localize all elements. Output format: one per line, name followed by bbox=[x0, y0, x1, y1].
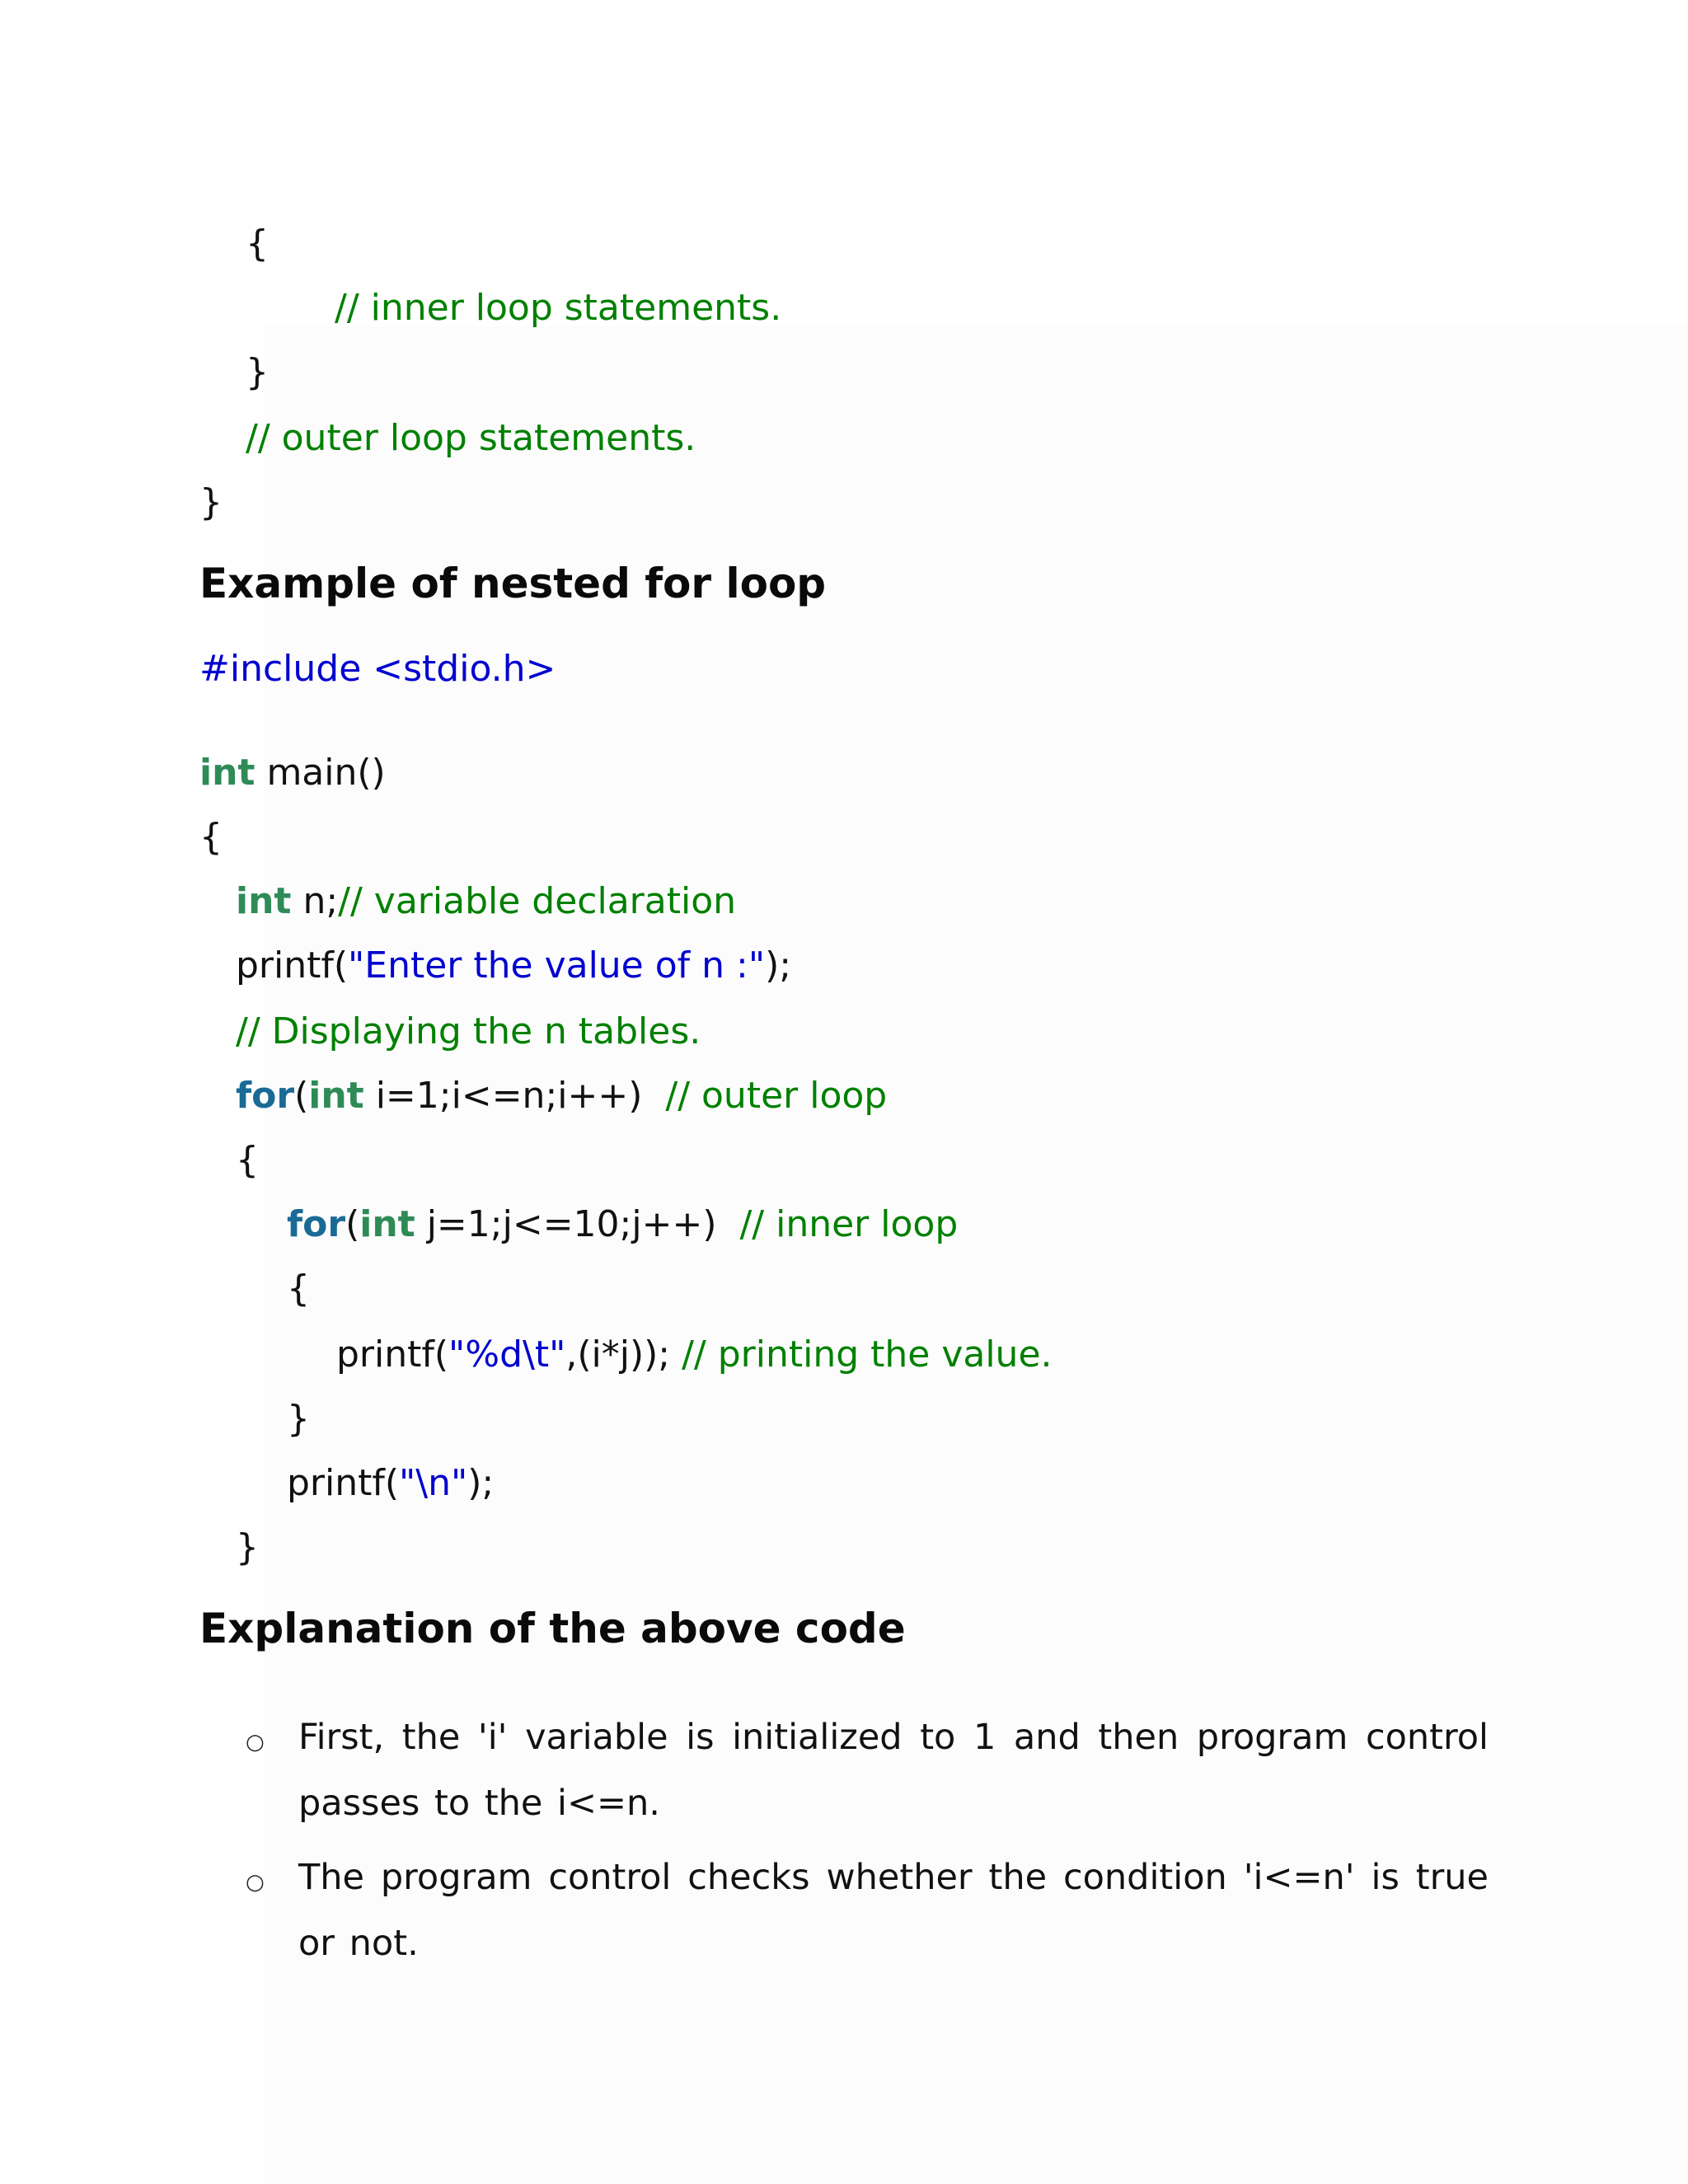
bullet-marker: ○ bbox=[246, 1870, 265, 1895]
paren-open: ( bbox=[294, 1075, 309, 1117]
inner-loop-comment: // inner loop bbox=[739, 1203, 959, 1245]
inner-brace-close: } bbox=[287, 1398, 310, 1440]
code-line bbox=[246, 219, 269, 269]
paren-open: ( bbox=[345, 1203, 360, 1245]
printf-call: printf( bbox=[287, 1462, 400, 1504]
declaration-comment: // variable declaration bbox=[338, 880, 736, 922]
newline-string: "\n" bbox=[399, 1462, 468, 1504]
keyword-int: int bbox=[308, 1075, 364, 1117]
keyword-for: for bbox=[287, 1203, 346, 1245]
code-comment bbox=[335, 284, 781, 333]
printf-close: ); bbox=[765, 944, 792, 987]
explanation-heading: Explanation of the above code bbox=[199, 1605, 906, 1652]
printf-call: printf( bbox=[236, 944, 349, 987]
printf-close: ); bbox=[467, 1462, 495, 1504]
outer-loop-header: i=1;i<=n;i++) bbox=[363, 1075, 666, 1117]
outer-loop-comment: // outer loop bbox=[665, 1075, 888, 1117]
code-line bbox=[236, 1136, 259, 1185]
open-brace: { bbox=[246, 223, 269, 265]
print-value-line bbox=[336, 1330, 1053, 1380]
code-line bbox=[287, 1394, 310, 1444]
example-heading: Example of nested for loop bbox=[199, 560, 827, 607]
outer-for-line bbox=[236, 1071, 887, 1121]
keyword-int: int bbox=[236, 880, 292, 922]
keyword-int: int bbox=[199, 752, 256, 794]
declaration-line bbox=[236, 877, 736, 926]
main-signature: main() bbox=[255, 752, 386, 794]
code-line bbox=[199, 813, 223, 862]
prompt-string: "Enter the value of n :" bbox=[348, 944, 766, 987]
inner-brace-open: { bbox=[287, 1268, 310, 1310]
display-comment: // Displaying the n tables. bbox=[236, 1010, 701, 1052]
include-directive: #include <stdio.h> bbox=[199, 648, 556, 690]
inner-statements-comment: // inner loop statements. bbox=[335, 287, 782, 329]
inner-for-line bbox=[287, 1200, 958, 1249]
code-line bbox=[236, 1523, 259, 1572]
final-brace: } bbox=[199, 481, 223, 523]
print-comment: // printing the value. bbox=[682, 1333, 1053, 1376]
display-comment-line bbox=[236, 1007, 701, 1057]
declaration-text: n; bbox=[291, 880, 339, 922]
list-item: First, the 'i' variable is initialized to 1 and then program control passes to the i<=n. bbox=[298, 1717, 1489, 1824]
keyword-for: for bbox=[236, 1075, 295, 1117]
outer-statements-comment: // outer loop statements. bbox=[246, 417, 696, 459]
list-item: The program control checks whether the condition 'i<=n' is true or not. bbox=[298, 1857, 1489, 1964]
inner-loop-header: j=1;j<=10;j++) bbox=[415, 1203, 740, 1245]
prompt-line bbox=[236, 941, 791, 991]
code-line bbox=[199, 478, 223, 527]
bullet-marker: ○ bbox=[246, 1730, 265, 1755]
format-string: "%d\t" bbox=[448, 1333, 566, 1376]
main-signature-line bbox=[199, 748, 386, 798]
keyword-int: int bbox=[359, 1203, 415, 1245]
newline-line bbox=[287, 1459, 494, 1508]
close-brace: } bbox=[246, 351, 269, 393]
main-brace-open: { bbox=[199, 816, 223, 858]
code-comment bbox=[246, 414, 696, 463]
outer-brace-close: } bbox=[236, 1526, 259, 1568]
code-line bbox=[246, 348, 269, 397]
include-line bbox=[199, 644, 556, 694]
printf-call: printf( bbox=[336, 1333, 449, 1376]
print-args: ,(i*j)); bbox=[565, 1333, 682, 1376]
code-line bbox=[287, 1264, 310, 1314]
outer-brace-open: { bbox=[236, 1139, 259, 1181]
